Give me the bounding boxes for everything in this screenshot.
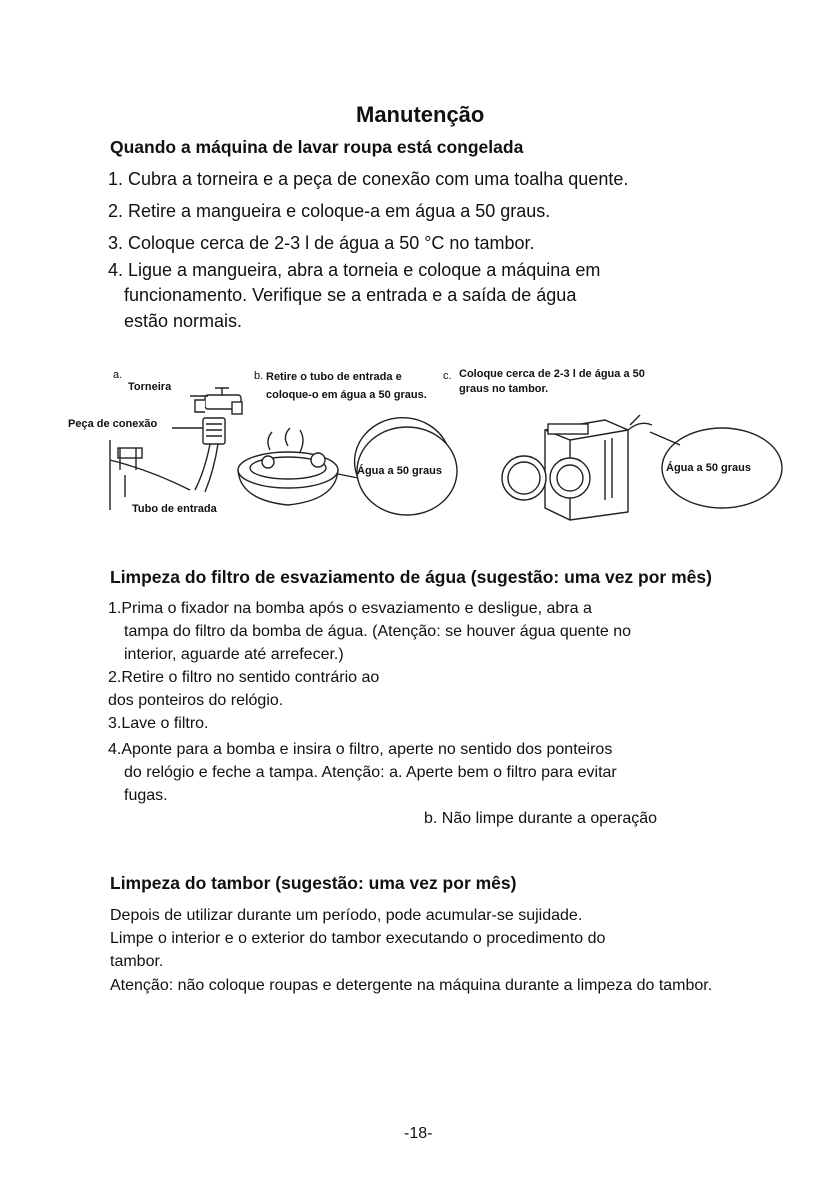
filter-line-10: b. Não limpe durante a operação [424, 810, 658, 827]
tap-illustration [110, 388, 242, 510]
frozen-step-2: 2. Retire a mangueira e coloque-a em água a 50 graus. [108, 201, 551, 221]
frozen-step-4: 4. Ligue a mangueira, abra a torneia e coloque a máquina em [108, 260, 601, 280]
drum-line-4: Atenção: não coloque roupas e detergente na máquina durante a limpeza do tambor. [110, 977, 713, 994]
figure-a-marker: a. [113, 369, 123, 381]
page-title: Manutenção [356, 102, 485, 127]
filter-line-4: 2.Retire o filtro no sentido contrário ao [108, 669, 380, 686]
figure-c-text-1: Coloque cerca de 2-3 l de água a 50 [459, 368, 645, 380]
tap-label: Torneira [128, 381, 172, 393]
filter-line-2: tampa do filtro da bomba de água. (Atenção: se houver água quente no [124, 623, 632, 640]
drum-line-1: Depois de utilizar durante um período, pode acumular-se sujidade. [110, 907, 583, 924]
figure-b-marker: b. [254, 370, 264, 382]
connector-label: Peça de conexão [68, 418, 158, 430]
frozen-step-4-cont: funcionamento. Verifique se a entrada e a saída de água [124, 285, 577, 305]
section-heading-frozen: Quando a máquina de lavar roupa está congelada [110, 137, 524, 157]
hose-label: Tubo de entrada [132, 503, 217, 515]
bubble-b-label: Água a 50 graus [357, 465, 442, 477]
section-heading-drum: Limpeza do tambor (sugestão: uma vez por mês) [110, 873, 517, 893]
drum-line-3: tambor. [110, 953, 164, 970]
filter-line-1: 1.Prima o fixador na bomba após o esvaziamento e desligue, abra a [108, 600, 592, 617]
figure-c-marker: c. [443, 370, 452, 382]
section-heading-filter: Limpeza do filtro de esvaziamento de água (sugestão: uma vez por mês) [110, 567, 712, 587]
frozen-step-1: 1. Cubra a torneira e a peça de conexão com uma toalha quente. [108, 169, 629, 189]
filter-line-5: dos ponteiros do relógio. [108, 692, 284, 709]
frozen-step-3: 3. Coloque cerca de 2-3 l de água a 50 °C no tambor. [108, 233, 535, 253]
figure-b-text-1: Retire o tubo de entrada e [266, 371, 402, 383]
filter-line-8: do relógio e feche a tampa. Atenção: a. Aperte bem o filtro para evitar [124, 764, 617, 781]
filter-line-9: fugas. [124, 787, 168, 804]
bubble-c-label: Água a 50 graus [666, 462, 751, 474]
figure-c-text-2: graus no tambor. [459, 383, 549, 395]
frozen-step-4-cont2: estão normais. [124, 311, 243, 331]
page-number: -18- [404, 1125, 433, 1142]
drum-line-2: Limpe o interior e o exterior do tambor executando o procedimento do [110, 930, 606, 947]
filter-line-6: 3.Lave o filtro. [108, 715, 209, 732]
filter-line-7: 4.Aponte para a bomba e insira o filtro, aperte no sentido dos ponteiros [108, 741, 613, 758]
figure-b-text-2: coloque-o em água a 50 graus. [266, 389, 427, 401]
filter-line-3: interior, aguarde até arrefecer.) [124, 646, 344, 663]
